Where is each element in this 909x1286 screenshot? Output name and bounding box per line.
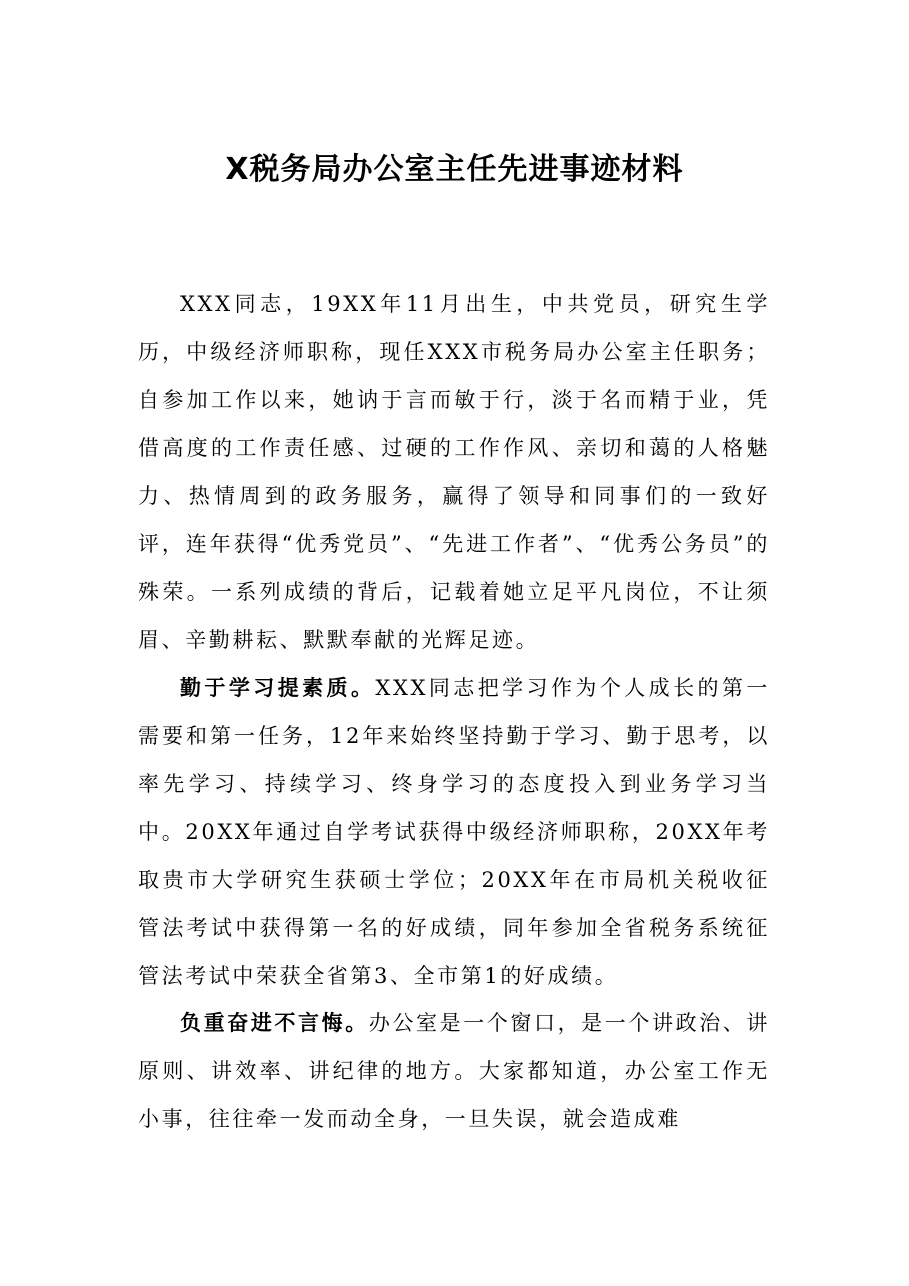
paragraph-intro (138, 280, 770, 664)
paragraph-study (138, 664, 770, 1000)
paragraph-effort-text: 办公室是一个窗口，是一个讲政治、讲原则、讲效率、讲纪律的地方。大家都知道，办公室工作无小事，往往牵一发而动全身，一旦失误，就会造成难 (138, 1011, 771, 1131)
paragraph-study-text: XXX同志把学习作为个人成长的第一需要和第一任务，12年来始终坚持勤于学习、勤于思考，以率先学习、持续学习、终身学习的态度投入到业务学习当中。20XX年通过自学考试获得中级经济师职称，20XX年考取贵市大学研究生获硕士学位；20XX年在市局机关税收征管法考试中获得第一名的好成绩，同年参加全省税务系统征管法考试中荣获全省第3、全市第1的好成绩。 (138, 676, 770, 988)
paragraph-intro-text: XXX同志，19XX年11月出生，中共党员，研究生学历，中级经济师职称，现任XXX市税务局办公室主任职务；自参加工作以来，她讷于言而敏于行，淡于名而精于业，凭借高度的工作责任感、过硬的工作作风、亲切和蔼的人格魅力、热情周到的政务服务，赢得了领导和同事们的一致好评，连年获得“优秀党员”、“先进工作者”、“优秀公务员”的殊荣。一系列成绩的背后，记载着她立足平凡岗位，不让须眉、辛勤耕耘、默默奉献的光辉足迹。 (138, 292, 770, 652)
paragraph-effort-heading: 负重奋进不言悔。 (180, 1011, 369, 1035)
paragraph-study-heading: 勤于学习提素质。 (180, 676, 376, 700)
paragraph-effort (138, 999, 770, 1143)
document-title: X税务局办公室主任先进事迹材料 (225, 152, 684, 187)
